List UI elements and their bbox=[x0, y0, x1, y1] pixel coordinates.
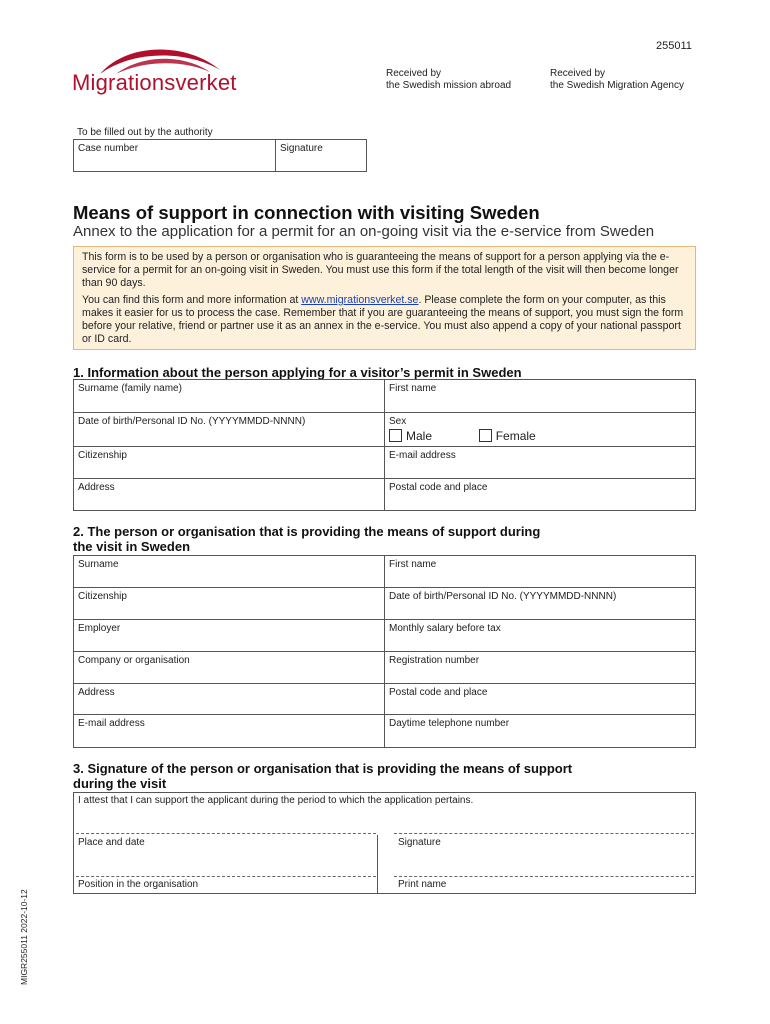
position-label: Position in the organisation bbox=[78, 879, 199, 890]
authority-caption: To be filled out by the authority bbox=[77, 127, 213, 138]
section3-title bbox=[73, 761, 572, 791]
field-label: Postal code and place bbox=[389, 482, 488, 493]
female-checkbox[interactable] bbox=[479, 429, 492, 442]
case-number-field[interactable] bbox=[74, 140, 276, 172]
received-agency-line2: the Swedish Migration Agency bbox=[550, 80, 684, 91]
authority-signature-field[interactable] bbox=[276, 140, 367, 172]
received-mission bbox=[386, 68, 511, 92]
applicant-first-name-field[interactable] bbox=[385, 380, 696, 413]
sponsor-registration-field[interactable] bbox=[385, 652, 696, 684]
received-agency-line1: Received by bbox=[550, 68, 606, 79]
print-name-label: Print name bbox=[398, 879, 447, 890]
field-label: Postal code and place bbox=[389, 687, 488, 698]
field-label: Registration number bbox=[389, 655, 480, 666]
female-label: Female bbox=[495, 429, 536, 443]
section3-title-line2: during the visit bbox=[73, 776, 167, 791]
website-link[interactable]: www.migrationsverket.se bbox=[301, 294, 419, 306]
applicant-sex-field bbox=[385, 413, 696, 447]
sex-options bbox=[389, 429, 691, 443]
page-subtitle: Annex to the application for a permit for an on-going visit via the e-service from Sweden bbox=[73, 223, 655, 240]
section2-title-line2: the visit in Sweden bbox=[73, 539, 191, 554]
field-label: Employer bbox=[78, 623, 121, 634]
received-agency bbox=[550, 68, 684, 92]
field-label: Citizenship bbox=[78, 450, 127, 461]
authority-signature-label: Signature bbox=[280, 143, 323, 154]
sponsor-postal-field[interactable] bbox=[385, 684, 696, 715]
section1-title: 1. Information about the person applying for a visitor’s permit in Sweden bbox=[73, 365, 522, 380]
field-label: Address bbox=[78, 687, 115, 698]
section2-table bbox=[73, 555, 696, 748]
applicant-surname-field[interactable] bbox=[74, 380, 385, 413]
field-label: E-mail address bbox=[78, 718, 145, 729]
field-label: Daytime telephone number bbox=[389, 718, 510, 729]
sponsor-address-field[interactable] bbox=[74, 684, 385, 715]
received-mission-line1: Received by bbox=[386, 68, 442, 79]
sponsor-phone-field[interactable] bbox=[385, 715, 696, 748]
field-label: Address bbox=[78, 482, 115, 493]
field-label: Date of birth/Personal ID No. (YYYYMMDD-NNNN) bbox=[78, 416, 306, 427]
applicant-postal-field[interactable] bbox=[385, 479, 696, 511]
applicant-address-field[interactable] bbox=[74, 479, 385, 511]
notice-paragraph-2 bbox=[82, 294, 687, 346]
case-number-label: Case number bbox=[78, 143, 139, 154]
authority-box bbox=[73, 139, 367, 172]
place-date-line[interactable] bbox=[76, 833, 376, 834]
field-label: Surname bbox=[78, 559, 119, 570]
sponsor-company-field[interactable] bbox=[74, 652, 385, 684]
male-label: Male bbox=[406, 429, 433, 443]
notice-p2-before: You can find this form and more information at bbox=[82, 294, 302, 306]
attest-text: I attest that I can support the applicant during the period to which the application pertains. bbox=[78, 795, 474, 806]
field-label: Company or organisation bbox=[78, 655, 190, 666]
received-mission-line2: the Swedish mission abroad bbox=[386, 80, 512, 91]
notice-paragraph-1: This form is to be used by a person or organisation who is guaranteeing the means of support for a person applying via the e-service for a permit for an on-going visit in Sweden. You must use this form if the total length of the visit will then become longer than 90 days. bbox=[82, 251, 679, 289]
section3-title-line1: 3. Signature of the person or organisation that is providing the means of support bbox=[73, 761, 573, 776]
applicant-dob-field[interactable] bbox=[74, 413, 385, 447]
page-title: Means of support in connection with visiting Sweden bbox=[73, 202, 540, 223]
section2-title bbox=[73, 524, 540, 554]
section2-title-line1: 2. The person or organisation that is providing the means of support during bbox=[73, 524, 541, 539]
applicant-citizenship-field[interactable] bbox=[74, 447, 385, 479]
field-label: First name bbox=[389, 383, 437, 394]
section1-table bbox=[73, 379, 696, 511]
field-label: Citizenship bbox=[78, 591, 127, 602]
sponsor-employer-field[interactable] bbox=[74, 620, 385, 652]
signature-label: Signature bbox=[398, 837, 441, 848]
sponsor-surname-field[interactable] bbox=[74, 556, 385, 588]
print-name-line[interactable] bbox=[394, 876, 694, 877]
sponsor-citizenship-field[interactable] bbox=[74, 588, 385, 620]
column-divider bbox=[377, 835, 378, 893]
section3-box bbox=[73, 792, 696, 894]
position-line[interactable] bbox=[76, 876, 376, 877]
sponsor-first-name-field[interactable] bbox=[385, 556, 696, 588]
sponsor-dob-field[interactable] bbox=[385, 588, 696, 620]
field-label: E-mail address bbox=[389, 450, 456, 461]
field-label: First name bbox=[389, 559, 437, 570]
field-label: Sex bbox=[389, 416, 407, 427]
form-number: 255011 bbox=[656, 40, 692, 52]
sponsor-email-field[interactable] bbox=[74, 715, 385, 748]
logo-text: Migrationsverket bbox=[72, 70, 237, 95]
logo bbox=[72, 40, 237, 96]
form-code-vertical: MIGR255011 2022-10-12 bbox=[19, 889, 29, 985]
applicant-email-field[interactable] bbox=[385, 447, 696, 479]
sponsor-salary-field[interactable] bbox=[385, 620, 696, 652]
place-date-label: Place and date bbox=[78, 837, 145, 848]
notice-p2-after: . Please complete the form on your computer, as this makes it easier for us to process the case. Remember that if you are guaranteeing the means of support, you must sign the form before your relative, friend or partner use it as an annex in the e-service. You must also append a copy of your national passport or ID card. bbox=[82, 294, 684, 345]
signature-line[interactable] bbox=[394, 833, 694, 834]
field-label: Date of birth/Personal ID No. (YYYYMMDD-NNNN) bbox=[389, 591, 617, 602]
field-label: Surname (family name) bbox=[78, 383, 182, 394]
info-notice bbox=[73, 246, 696, 350]
field-label: Monthly salary before tax bbox=[389, 623, 501, 634]
male-checkbox[interactable] bbox=[389, 429, 402, 442]
